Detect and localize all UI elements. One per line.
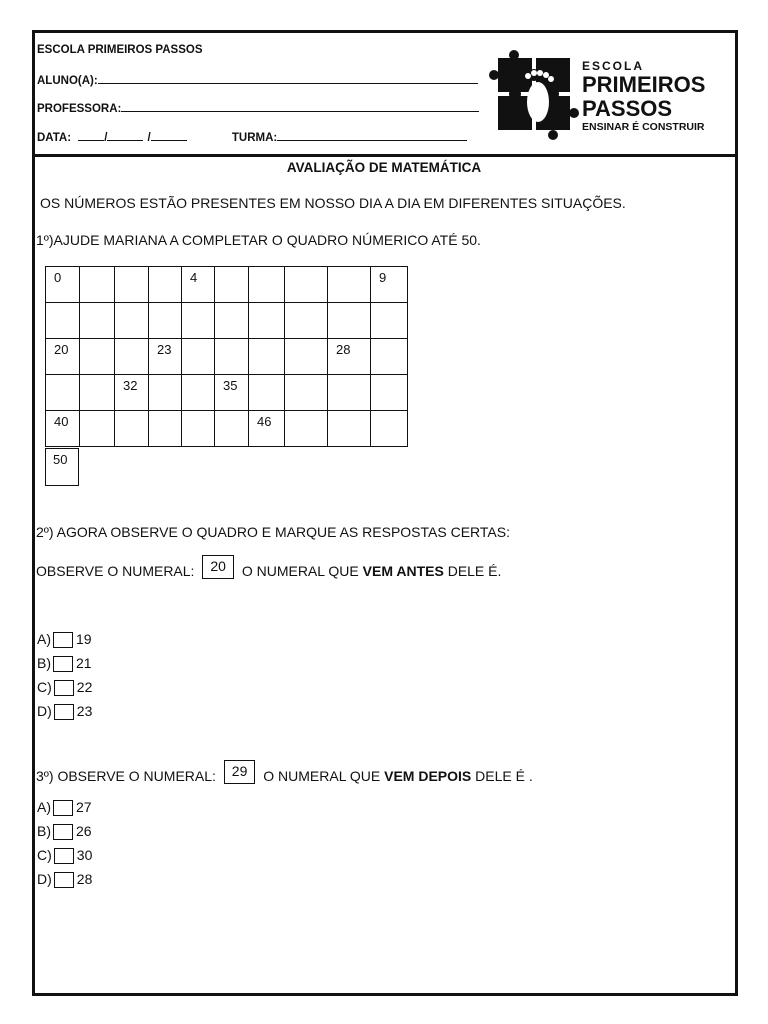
q2-option xyxy=(37,655,92,672)
grid-cell-value xyxy=(285,267,327,270)
grid-cell[interactable] xyxy=(115,339,149,375)
grid-cell-value xyxy=(328,411,370,414)
grid-cell-value xyxy=(115,303,148,306)
grid-cell-value: 28 xyxy=(336,342,351,357)
school-name: ESCOLA PRIMEIROS PASSOS xyxy=(37,44,203,56)
q3-suffix-pre: O NUMERAL QUE xyxy=(263,768,385,784)
option-checkbox[interactable] xyxy=(54,872,74,888)
grid-cell-value xyxy=(249,339,284,342)
page-title: AVALIAÇÃO DE MATEMÁTICA xyxy=(286,160,482,175)
option-checkbox[interactable] xyxy=(53,632,73,648)
grid-cell-value xyxy=(328,267,370,270)
grid-cell-value xyxy=(371,375,407,378)
q2-option xyxy=(37,631,92,648)
data-day-blank[interactable] xyxy=(78,130,104,141)
q2-text: 2º) AGORA OBSERVE O QUADRO E MARQUE AS RESPOSTAS CERTAS: xyxy=(36,524,510,540)
option-letter: B) xyxy=(37,655,51,671)
logo-line1: PRIMEIROS xyxy=(582,72,706,97)
option-letter: D) xyxy=(37,703,52,719)
grid-cell[interactable] xyxy=(115,375,149,411)
option-letter: D) xyxy=(37,871,52,887)
grid-cell[interactable] xyxy=(149,267,182,303)
option-value: 19 xyxy=(76,631,92,647)
option-value: 30 xyxy=(76,847,93,863)
grid-cell-value xyxy=(249,303,284,306)
q3-prefix: 3º) OBSERVE O NUMERAL: xyxy=(36,768,216,784)
grid-cell-value xyxy=(80,303,114,306)
grid-cell-value xyxy=(80,339,114,342)
grid-cell[interactable] xyxy=(46,303,80,339)
grid-cell-value: 40 xyxy=(54,414,69,429)
grid-cell[interactable] xyxy=(182,339,215,375)
q1-text: 1º)AJUDE MARIANA A COMPLETAR O QUADRO NÚMERICO ATÉ 50. xyxy=(36,232,481,248)
professora-blank[interactable] xyxy=(121,101,479,112)
grid-cell-value xyxy=(285,303,327,306)
grid-cell-value: 4 xyxy=(190,270,198,285)
grid-cell-value xyxy=(80,411,114,414)
grid-cell[interactable] xyxy=(215,411,249,447)
grid-cell[interactable] xyxy=(80,303,115,339)
grid-cell-value xyxy=(149,411,181,414)
grid-row xyxy=(46,339,408,375)
q3-option xyxy=(37,847,92,864)
logo-tagline: ENSINAR É CONSTRUIR xyxy=(582,121,705,133)
option-checkbox[interactable] xyxy=(54,680,74,696)
professora-label: PROFESSORA: xyxy=(37,103,122,115)
grid-cell-value: 9 xyxy=(379,270,387,285)
grid-cell-value xyxy=(182,339,214,342)
grid-row xyxy=(46,375,408,411)
grid-cell-value xyxy=(215,303,248,306)
q3-option xyxy=(37,823,92,840)
q2-option xyxy=(37,703,92,720)
grid-cell[interactable] xyxy=(285,303,328,339)
grid-cell[interactable] xyxy=(249,267,285,303)
option-checkbox[interactable] xyxy=(53,824,73,840)
grid-row xyxy=(46,267,408,303)
option-value: 22 xyxy=(76,679,93,695)
data-label: DATA: xyxy=(37,132,72,144)
q2-suffix-post: DELE É. xyxy=(443,563,502,579)
grid-cell-value: 35 xyxy=(223,378,238,393)
grid-cell-value xyxy=(215,339,248,342)
data-sep-1: / xyxy=(104,132,108,144)
grid-cell-value: 0 xyxy=(54,270,62,285)
grid-cell[interactable] xyxy=(149,303,182,339)
grid-cell-last-value: 50 xyxy=(53,452,68,467)
grid-cell[interactable] xyxy=(149,375,182,411)
grid-cell[interactable] xyxy=(371,339,408,375)
grid-cell-value xyxy=(80,375,114,378)
grid-cell[interactable] xyxy=(328,375,371,411)
grid-cell[interactable] xyxy=(46,411,80,447)
q2-observe-line xyxy=(36,555,501,579)
aluno-field xyxy=(37,73,478,87)
data-turma-field xyxy=(37,130,467,144)
grid-cell-value xyxy=(149,267,181,270)
grid-cell[interactable] xyxy=(371,411,408,447)
grid-cell-value xyxy=(371,339,407,342)
logo-line2: PASSOS xyxy=(582,96,673,121)
grid-cell[interactable] xyxy=(46,375,80,411)
grid-cell[interactable] xyxy=(371,267,408,303)
grid-cell[interactable] xyxy=(115,267,149,303)
grid-cell-last[interactable] xyxy=(45,448,79,486)
grid-cell-value xyxy=(115,411,148,414)
q2-suffix-bold: VEM ANTES xyxy=(362,563,444,579)
grid-cell-value: 32 xyxy=(123,378,138,393)
option-value: 26 xyxy=(76,823,92,839)
grid-cell[interactable] xyxy=(371,303,408,339)
grid-row xyxy=(46,411,408,447)
grid-cell[interactable] xyxy=(285,375,328,411)
intro-text: OS NÚMEROS ESTÃO PRESENTES EM NOSSO DIA A DIA EM DIFERENTES SITUAÇÕES. xyxy=(40,195,626,211)
option-value: 28 xyxy=(76,871,93,887)
option-checkbox[interactable] xyxy=(53,656,73,672)
grid-cell[interactable] xyxy=(215,339,249,375)
grid-row xyxy=(46,303,408,339)
grid-cell[interactable] xyxy=(182,303,215,339)
q3-option xyxy=(37,799,92,816)
grid-cell-value xyxy=(149,375,181,378)
header-divider xyxy=(32,154,738,157)
grid-cell[interactable] xyxy=(249,411,285,447)
grid-cell[interactable] xyxy=(149,411,182,447)
grid-cell[interactable] xyxy=(328,267,371,303)
grid-cell[interactable] xyxy=(80,339,115,375)
grid-cell-value xyxy=(115,339,148,342)
grid-cell-value xyxy=(182,303,214,306)
q3-suffix-bold: VEM DEPOIS xyxy=(384,768,472,784)
turma-blank[interactable] xyxy=(277,130,467,141)
q3-observe-line xyxy=(36,760,533,784)
grid-cell[interactable] xyxy=(328,339,371,375)
aluno-label: ALUNO(A): xyxy=(37,75,98,87)
grid-cell[interactable] xyxy=(328,411,371,447)
q3-numeral-box: 29 xyxy=(224,760,256,784)
grid-cell[interactable] xyxy=(285,411,328,447)
grid-cell[interactable] xyxy=(182,267,215,303)
grid-cell[interactable] xyxy=(285,267,328,303)
grid-cell-value xyxy=(285,411,327,414)
option-checkbox[interactable] xyxy=(54,704,74,720)
turma-label: TURMA: xyxy=(231,132,278,144)
grid-cell-value xyxy=(328,303,370,306)
grid-cell[interactable] xyxy=(215,303,249,339)
grid-cell[interactable] xyxy=(46,267,80,303)
grid-cell-value xyxy=(149,303,181,306)
data-sep-2: / xyxy=(147,132,151,144)
q2-observe-prefix: OBSERVE O NUMERAL: xyxy=(36,563,195,579)
grid-cell-value xyxy=(182,375,214,378)
grid-cell[interactable] xyxy=(80,267,115,303)
option-letter: A) xyxy=(37,631,51,647)
q2-suffix-pre: O NUMERAL QUE xyxy=(241,563,363,579)
grid-cell-value xyxy=(285,375,327,378)
logo-text xyxy=(582,60,705,133)
grid-cell-value xyxy=(285,339,327,342)
grid-cell-value xyxy=(328,375,370,378)
grid-cell[interactable] xyxy=(182,411,215,447)
puzzle-footprint-icon xyxy=(489,50,579,140)
grid-cell[interactable] xyxy=(80,375,115,411)
grid-cell-value xyxy=(215,267,248,270)
grid-cell-value xyxy=(215,411,248,414)
aluno-blank[interactable] xyxy=(98,73,478,84)
professora-field xyxy=(37,101,479,115)
grid-cell-value xyxy=(115,267,148,270)
grid-cell[interactable] xyxy=(115,411,149,447)
grid-cell-value: 20 xyxy=(54,342,69,357)
grid-cell[interactable] xyxy=(249,375,285,411)
grid-cell-value: 46 xyxy=(257,414,272,429)
data-month-blank[interactable] xyxy=(107,130,143,141)
option-checkbox[interactable] xyxy=(53,800,73,816)
grid-cell[interactable] xyxy=(149,339,182,375)
number-grid xyxy=(45,266,408,447)
logo-escola: ESCOLA xyxy=(582,59,645,73)
option-value: 21 xyxy=(76,655,92,671)
grid-cell-value xyxy=(371,411,407,414)
grid-cell[interactable] xyxy=(115,303,149,339)
grid-cell[interactable] xyxy=(182,375,215,411)
data-year-blank[interactable] xyxy=(151,130,187,141)
grid-cell-value xyxy=(80,267,114,270)
q2-option xyxy=(37,679,92,696)
grid-cell[interactable] xyxy=(215,375,249,411)
grid-cell-value xyxy=(249,375,284,378)
grid-cell-value xyxy=(249,267,284,270)
grid-cell-value xyxy=(46,375,79,378)
grid-cell-value xyxy=(46,303,79,306)
grid-cell-value xyxy=(371,303,407,306)
option-value: 23 xyxy=(76,703,93,719)
grid-cell-value: 23 xyxy=(157,342,172,357)
grid-cell[interactable] xyxy=(46,339,80,375)
grid-cell[interactable] xyxy=(328,303,371,339)
option-letter: C) xyxy=(37,679,52,695)
option-letter: A) xyxy=(37,799,51,815)
option-checkbox[interactable] xyxy=(54,848,74,864)
q2-numeral-box: 20 xyxy=(202,555,234,579)
grid-cell[interactable] xyxy=(80,411,115,447)
grid-cell[interactable] xyxy=(249,303,285,339)
grid-cell[interactable] xyxy=(371,375,408,411)
grid-cell[interactable] xyxy=(249,339,285,375)
option-value: 27 xyxy=(76,799,92,815)
option-letter: C) xyxy=(37,847,52,863)
q3-suffix-post: DELE É . xyxy=(471,768,533,784)
option-letter: B) xyxy=(37,823,51,839)
grid-cell-value xyxy=(182,411,214,414)
grid-cell[interactable] xyxy=(285,339,328,375)
q3-option xyxy=(37,871,92,888)
grid-cell[interactable] xyxy=(215,267,249,303)
